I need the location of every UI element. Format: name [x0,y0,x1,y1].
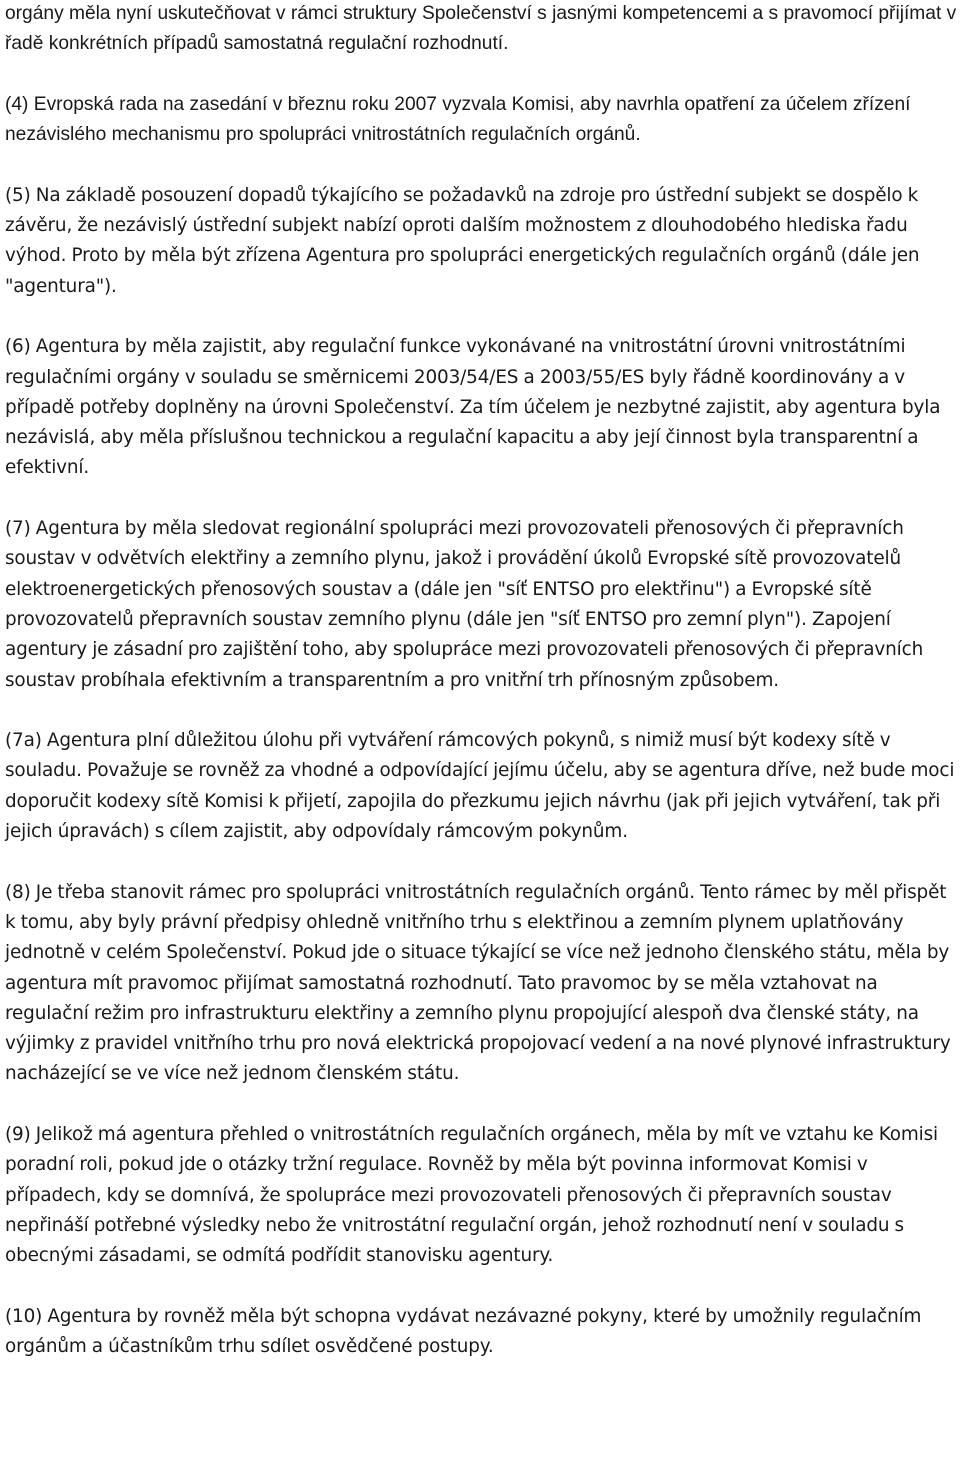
paragraph-text: (7) Agentura by měla sledovat regionální spolupráci mezi provozovateli přenosových či přepravních soustav v odvětvích elektřiny a zemního plynu, jakož i provádění úkolů Evropské sítě provozovatelů elektroenergetických přenosových soustav a (dále jen "síť ENTSO pro elektřinu") a Evropské sítě provozovatelů přepravních soustav zemního plynu (dále jen "síť ENTSO pro zemní plyn"). Zapojení agentury je zásadní pro zajištění toho, aby spolupráce mezi provozovateli přenosových či přepravních soustav probíhala efektivním a transparentním a pro vnitřní trh přínosným způsobem. [5,518,924,691]
paragraph-10 [5,1302,960,1363]
paragraph-text: (9) Jelikož má agentura přehled o vnitrostátních regulačních orgánech, měla by mít ve vztahu ke Komisi poradní roli, pokud jde o otázky tržní regulace. Rovněž by měla být povinna informovat Komisi v případech, kdy se domnívá, že spolupráce mezi provozovateli přenosových či přepravních soustav nepřináší potřebné výsledky nebo že vnitrostátní regulační orgán, jehož rozhodnutí není v souladu s obecnými zásadami, se odmítá podřídit stanovisku agentury. [5,1123,938,1267]
paragraph-5 [5,181,960,302]
paragraph-text: (10) Agentura by rovněž měla být schopna vydávat nezávazné pokyny, které by umožnily regulačním orgánům a účastníkům trhu sdílet osvědčené postupy. [5,1305,922,1358]
paragraph-text: (6) Agentura by měla zajistit, aby regulační funkce vykonávané na vnitrostátní úrovni vnitrostátními regulačními orgány v souladu se směrnicemi 2003/54/ES a 2003/55/ES byly řádně koordinovány a v případě potřeby doplněny na úrovni Společenství. Za tím účelem je nezbytné zajistit, aby agentura byla nezávislá, aby měla příslušnou technickou a regulační kapacitu a aby její činnost byla transparentní a efektivní. [5,336,941,479]
paragraph-8 [5,878,960,1090]
paragraph-4 [5,90,960,151]
paragraph-text: (5) Na základě posouzení dopadů týkajícího se požadavků na zdroje pro ústřední subjekt se dospělo k závěru, že nezávislý ústřední subjekt nabízí oproti dalším možnostem z dlouhodobého hlediska řadu výhod. [5,184,919,267]
paragraph-text: Proto by měla být zřízena Agentura pro spolupráci energetických regulačních orgánů (dále jen "agentura"). [5,245,920,297]
paragraph-3-continuation [5,0,960,60]
paragraph-text: (8) Je třeba stanovit rámec pro spolupráci vnitrostátních regulačních orgánů. Tento rámec by měl přispět k tomu, aby byly právní předpisy ohledně vnitřního trhu s elektřinou a zemním plynem uplatňovány jednotně v celém Společenství. Pokud jde o situace týkající se více než jednoho členského státu, měla by agentura mít pravomoc přijímat samostatná rozhodnutí. Tato pravomoc by se měla vztahovat na regulační režim pro infrastrukturu elektřiny a zemního plynu propojující alespoň dva členské státy, na výjimky z pravidel vnitřního trhu pro nová elektrická propojovací vedení a na nové plynové infrastruktury nacházející se ve více než jednom členském státu. [5,881,951,1085]
paragraph-6 [5,332,960,483]
paragraph-9 [5,1120,960,1271]
paragraph-text: (4) Evropská rada na zasedání v březnu roku 2007 vyzvala Komisi, aby navrhla opatření za účelem zřízení nezávislého mechanismu pro spolupráci vnitrostátních regulačních orgánů. [5,93,911,146]
paragraph-7a [5,726,960,847]
document-page [5,0,960,1393]
paragraph-7 [5,514,960,696]
paragraph-text: orgány měla nyní uskutečňovat v rámci struktury Společenství s jasnými kompetencemi a s pravomocí přijímat v řadě konkrétních případů samostatná regulační rozhodnutí. [5,3,957,55]
paragraph-text: (7a) Agentura plní důležitou úlohu při vytváření rámcových pokynů, s nimiž musí být kodexy sítě v souladu. Považuje se rovněž za vhodné a odpovídající jejímu účelu, aby se agentura dříve, než bude moci doporučit kodexy sítě Komisi k přijetí, zapojila do přezkumu jejich návrhu (jak při jejich vytváření, tak při jejich úpravách) s cílem zajistit, aby odpovídaly rámcovým pokynům. [5,730,955,843]
